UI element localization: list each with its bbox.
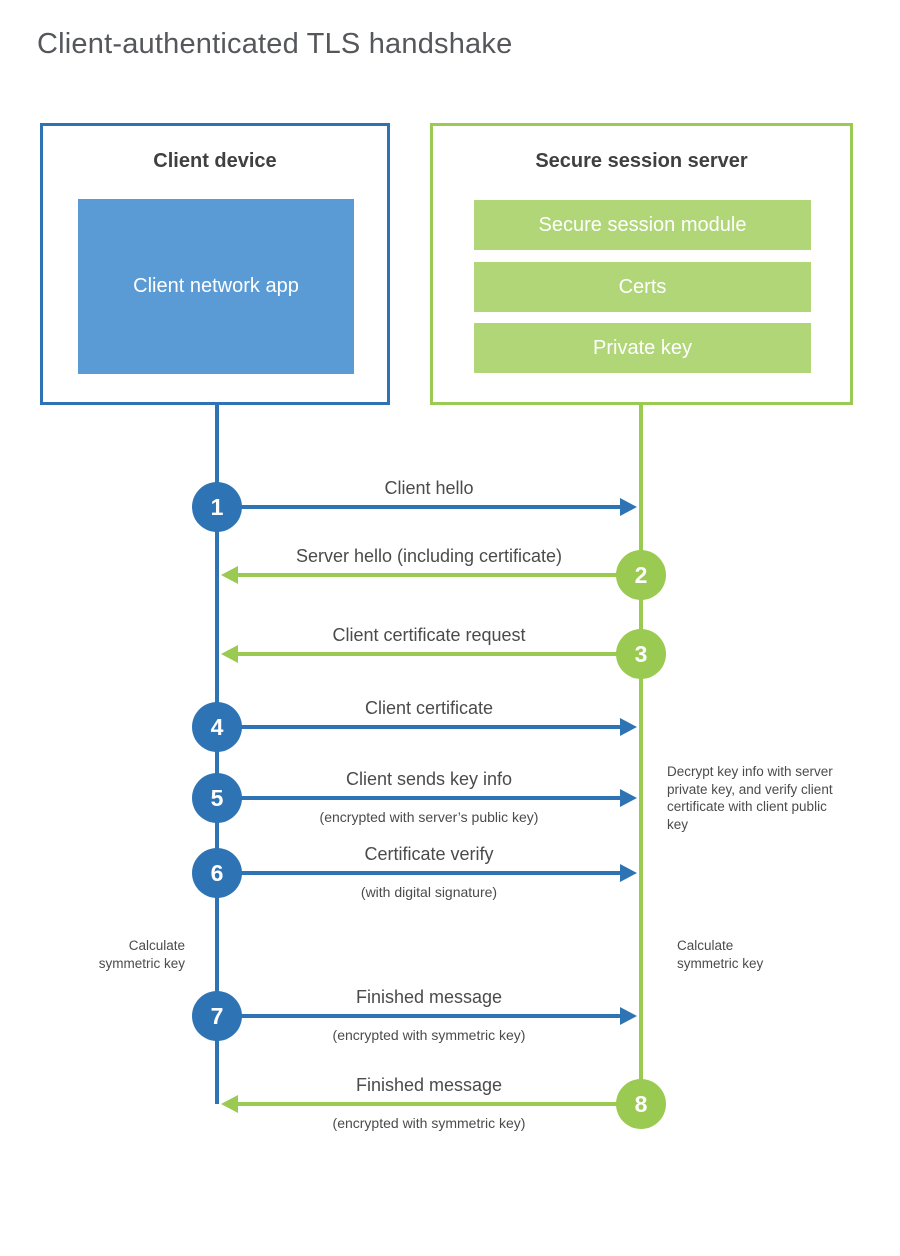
message-arrow-line	[238, 573, 641, 577]
arrowhead-icon	[620, 498, 637, 516]
message-arrow-line	[238, 1102, 641, 1106]
message-arrow-line	[217, 725, 620, 729]
step-number: 6	[210, 859, 224, 886]
message-arrow-line	[238, 652, 641, 656]
arrowhead-icon	[221, 566, 238, 584]
step-number: 4	[210, 713, 224, 740]
step-number: 8	[634, 1090, 648, 1117]
message-sublabel: (encrypted with server’s public key)	[319, 809, 539, 825]
message-arrow-line	[217, 796, 620, 800]
page-title: Client-authenticated TLS handshake	[37, 28, 513, 60]
arrowhead-icon	[221, 645, 238, 663]
secure-session-server-box	[430, 123, 853, 405]
message-label: Finished message	[355, 1075, 503, 1095]
secure-session-module-bar: Secure session module	[474, 200, 811, 250]
client-device-title: Client device	[153, 150, 277, 172]
calc-symmetric-key-note-client: Calculate symmetric key	[98, 938, 185, 971]
decrypt-key-note: Decrypt key info with server private key, and verify client certificate with client public key	[667, 764, 833, 832]
message-label: Certificate verify	[364, 844, 494, 864]
calc-symmetric-key-note-server: Calculate symmetric key	[677, 938, 764, 971]
client-device-box	[40, 123, 390, 405]
message-label: Client sends key info	[345, 769, 513, 789]
message-label: Client hello	[384, 478, 474, 498]
message-sublabel: (encrypted with symmetric key)	[332, 1115, 526, 1131]
arrowhead-icon	[620, 1007, 637, 1025]
step-number: 3	[634, 640, 648, 667]
message-label: Client certificate request	[332, 625, 526, 645]
certs-bar: Certs	[474, 262, 811, 312]
message-sublabel: (encrypted with symmetric key)	[332, 1027, 526, 1043]
private-key-bar: Private key	[474, 323, 811, 373]
client-network-app-label: Client network app	[133, 275, 299, 297]
arrowhead-icon	[620, 864, 637, 882]
arrowhead-icon	[620, 789, 637, 807]
step-number: 5	[210, 784, 224, 811]
message-arrow-line	[217, 1014, 620, 1018]
step-number: 2	[634, 561, 648, 588]
step-number: 1	[210, 493, 224, 520]
message-sublabel: (with digital signature)	[360, 884, 498, 900]
message-arrow-line	[217, 505, 620, 509]
step-number: 7	[210, 1002, 224, 1029]
message-label: Client certificate	[364, 698, 494, 718]
secure-session-server-title: Secure session server	[535, 150, 748, 172]
message-arrow-line	[217, 871, 620, 875]
arrowhead-icon	[620, 718, 637, 736]
message-label: Server hello (including certificate)	[295, 546, 563, 566]
arrowhead-icon	[221, 1095, 238, 1113]
client-network-app-box	[78, 199, 354, 374]
message-label: Finished message	[355, 987, 503, 1007]
